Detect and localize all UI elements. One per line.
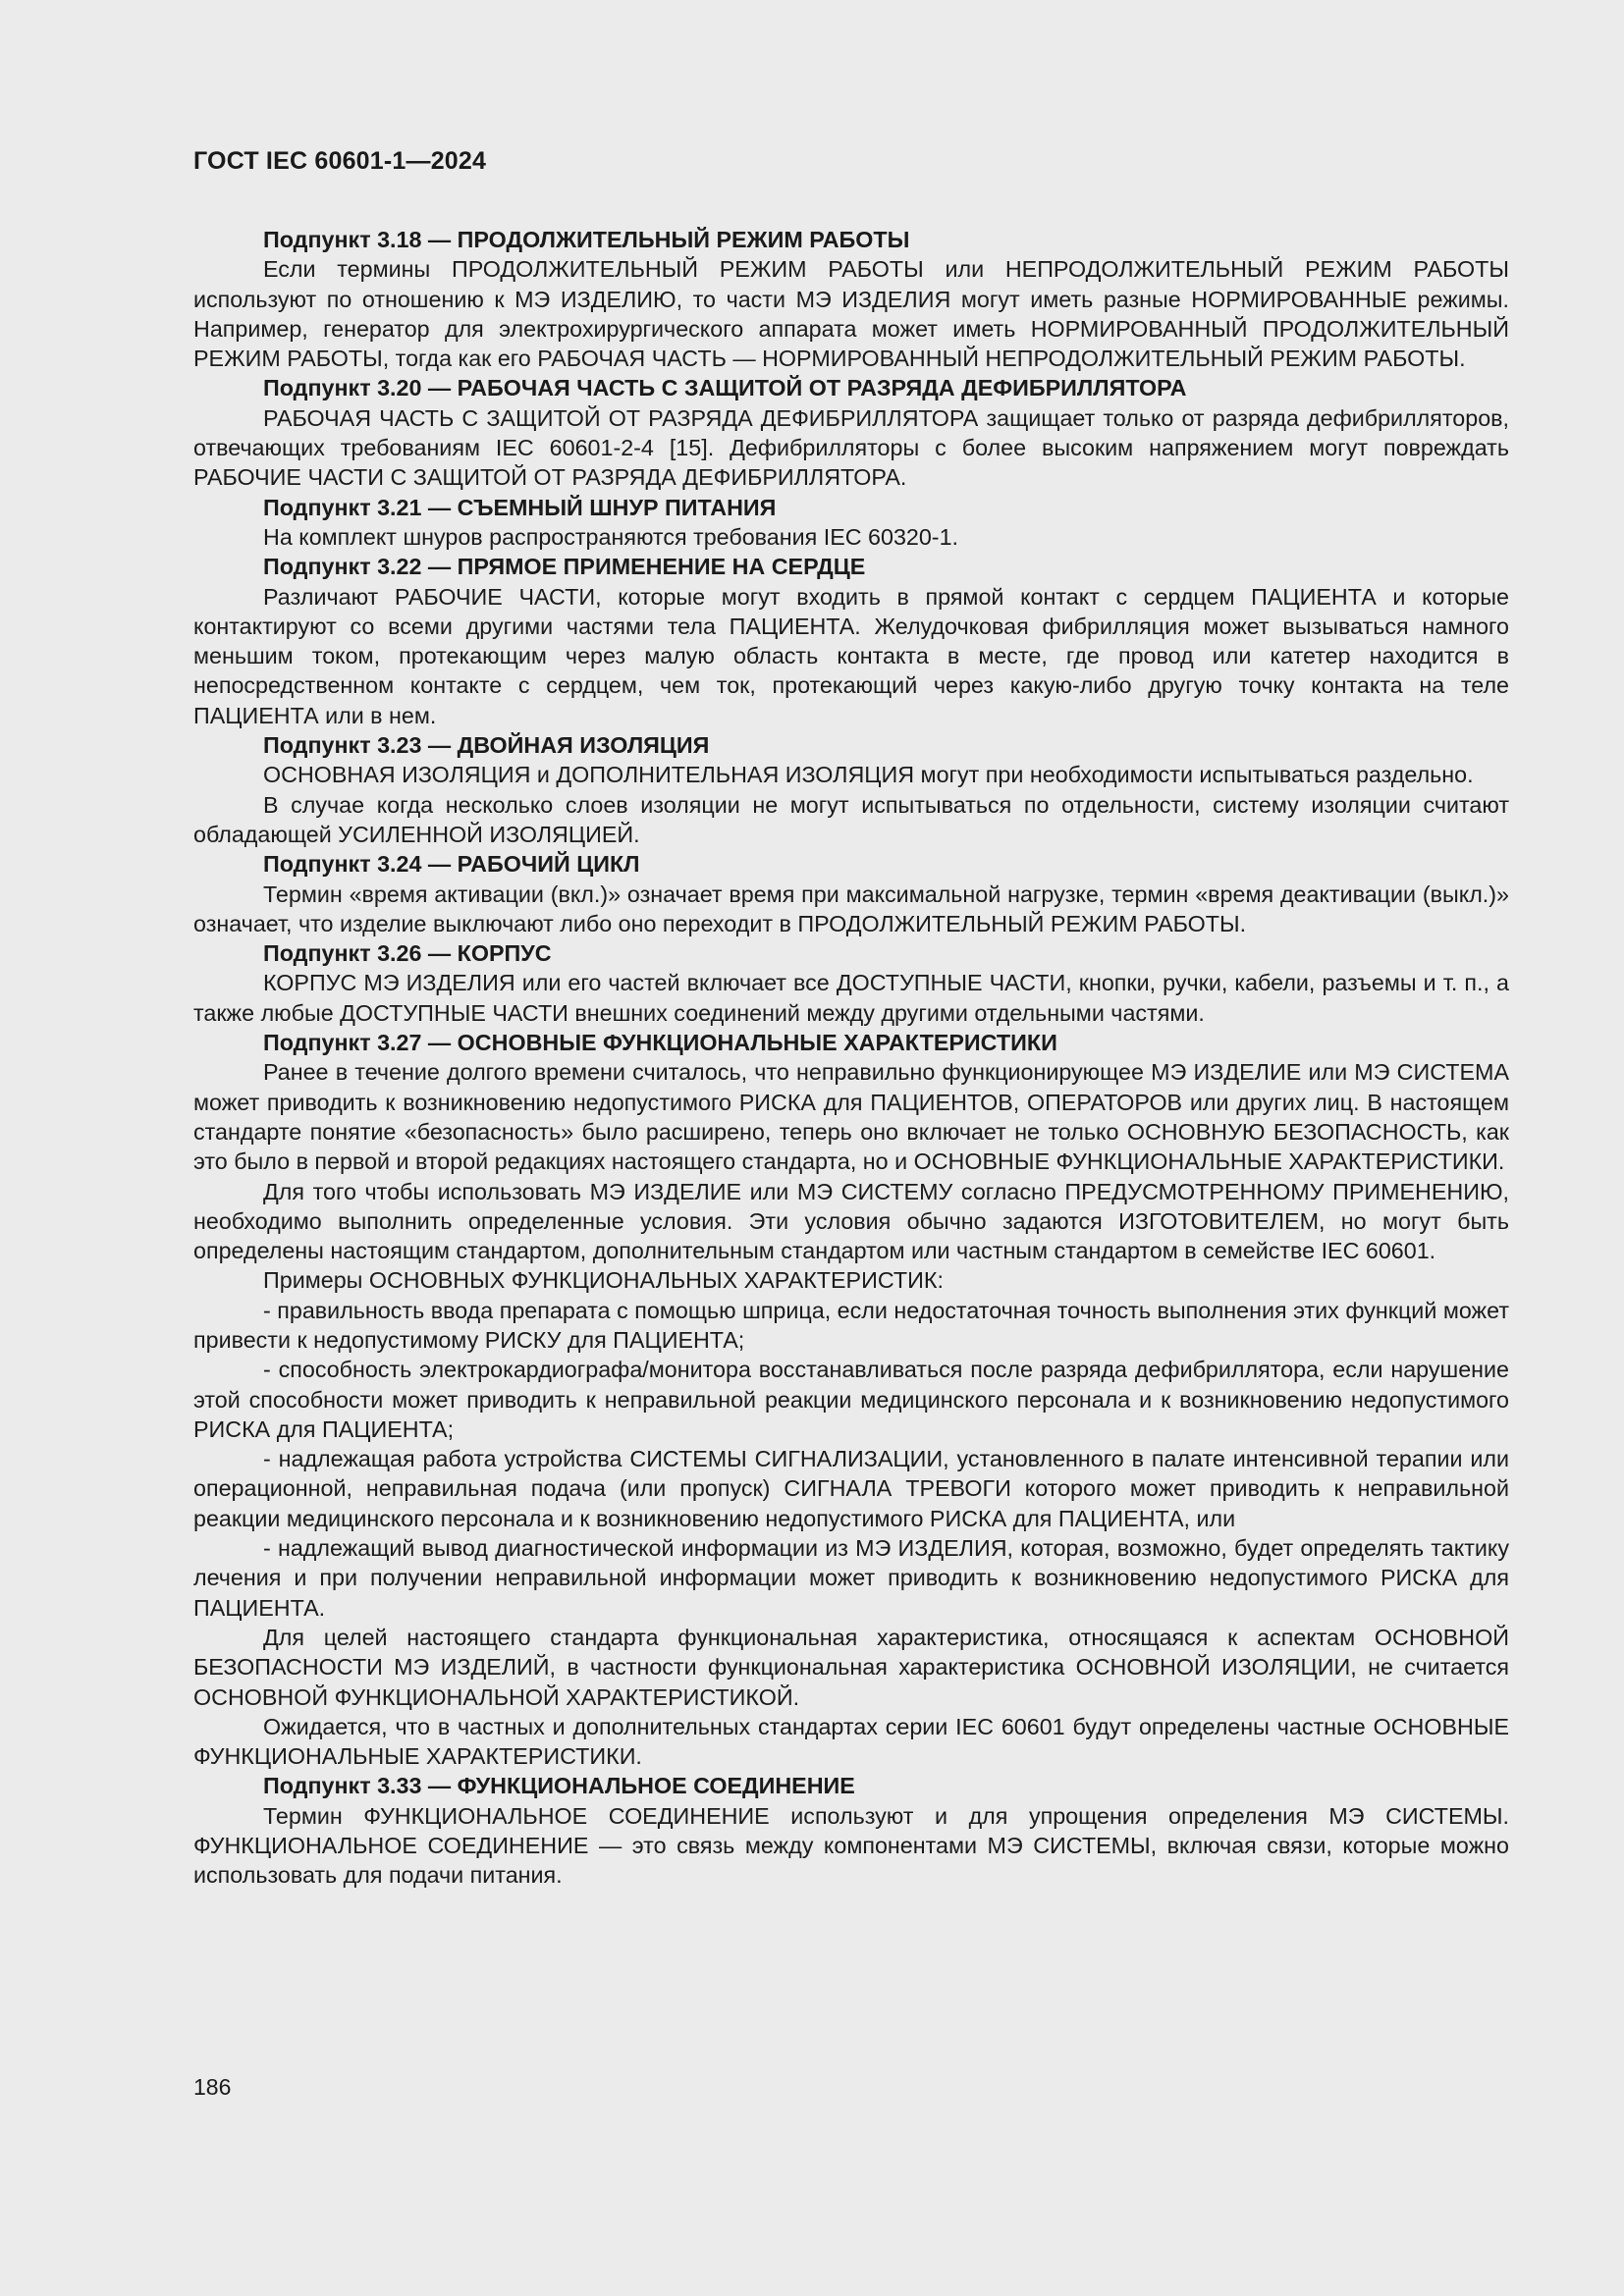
page-number: 186	[193, 2074, 232, 2100]
list-item: - способность электрокардиографа/монитора восстанавливаться после разряда дефибриллятора, если нарушение этой способности может приводить к неправильной реакции медицинского персонала и к возникновению недопустимого РИСКА для ПАЦИЕНТА;	[193, 1357, 1509, 1442]
list-item: - надлежащий вывод диагностической информации из МЭ ИЗДЕЛИЯ, которая, возможно, будет определять тактику лечения и при получении неправильной информации может приводить к возникновению недопустимого РИСКА для ПАЦИЕНТА.	[193, 1535, 1509, 1621]
paragraph: Примеры ОСНОВНЫХ ФУНКЦИОНАЛЬНЫХ ХАРАКТЕРИСТИК:	[263, 1267, 944, 1294]
paragraph: ОСНОВНАЯ ИЗОЛЯЦИЯ и ДОПОЛНИТЕЛЬНАЯ ИЗОЛЯЦИЯ могут при необходимости испытываться раздельно.	[263, 762, 1474, 788]
section-heading: Подпункт 3.22 — ПРЯМОЕ ПРИМЕНЕНИЕ НА СЕРДЦЕ	[263, 554, 866, 580]
section-heading: Подпункт 3.21 — СЪЕМНЫЙ ШНУР ПИТАНИЯ	[263, 494, 777, 520]
paragraph: Если термины ПРОДОЛЖИТЕЛЬНЫЙ РЕЖИМ РАБОТЫ или НЕПРОДОЛЖИТЕЛЬНЫЙ РЕЖИМ РАБОТЫ используют по отношению к МЭ ИЗДЕЛИЮ, то части МЭ ИЗДЕЛИЯ могут иметь разные НОРМИРОВАННЫЕ режимы. Например, генератор для электрохирургического аппарата может иметь НОРМИРОВАННЫЙ ПРОДОЛЖИТЕЛЬНЫЙ РЕЖИМ РАБОТЫ, тогда как его РАБОЧАЯ ЧАСТЬ — НОРМИРОВАННЫЙ НЕПРОДОЛЖИТЕЛЬНЫЙ РЕЖИМ РАБОТЫ.	[193, 256, 1509, 372]
section-heading: Подпункт 3.20 — РАБОЧАЯ ЧАСТЬ С ЗАЩИТОЙ ОТ РАЗРЯДА ДЕФИБРИЛЛЯТОРА	[263, 375, 1187, 401]
section-heading: Подпункт 3.24 — РАБОЧИЙ ЦИКЛ	[263, 851, 640, 878]
section-heading: Подпункт 3.27 — ОСНОВНЫЕ ФУНКЦИОНАЛЬНЫЕ ХАРАКТЕРИСТИКИ	[263, 1030, 1057, 1056]
section-heading: Подпункт 3.33 — ФУНКЦИОНАЛЬНОЕ СОЕДИНЕНИЕ	[263, 1773, 855, 1799]
paragraph: Ранее в течение долгого времени считалось, что неправильно функционирующее МЭ ИЗДЕЛИЕ или МЭ СИСТЕМА может приводить к возникновению недопустимого РИСКА для ПАЦИЕНТОВ, ОПЕРАТОРОВ или других лиц. В настоящем стандарте понятие «безопасность» было расширено, теперь оно включает не только ОСНОВНУЮ БЕЗОПАСНОСТЬ, как это было в первой и второй редакциях настоящего стандарта, но и ОСНОВНЫЕ ФУНКЦИОНАЛЬНЫЕ ХАРАКТЕРИСТИКИ.	[193, 1059, 1509, 1175]
document-header: ГОСТ IEC 60601-1—2024	[193, 147, 487, 175]
paragraph: КОРПУС МЭ ИЗДЕЛИЯ или его частей включает все ДОСТУПНЫЕ ЧАСТИ, кнопки, ручки, кабели, разъемы и т. п., а также любые ДОСТУПНЫЕ ЧАСТИ внешних соединений между другими отдельными частями.	[193, 970, 1509, 1026]
paragraph: РАБОЧАЯ ЧАСТЬ С ЗАЩИТОЙ ОТ РАЗРЯДА ДЕФИБРИЛЛЯТОРА защищает только от разряда дефибрилляторов, отвечающих требованиям IEC 60601-2-4 [15]. Дефибрилляторы с более высоким напряжением могут повреждать РАБОЧИЕ ЧАСТИ С ЗАЩИТОЙ ОТ РАЗРЯДА ДЕФИБРИЛЛЯТОРА.	[193, 404, 1509, 491]
list-item: - правильность ввода препарата с помощью шприца, если недостаточная точность выполнения этих функций может привести к недопустимому РИСКУ для ПАЦИЕНТА;	[193, 1297, 1509, 1353]
document-body	[193, 225, 1509, 1891]
paragraph: Термин ФУНКЦИОНАЛЬНОЕ СОЕДИНЕНИЕ используют и для упрощения определения МЭ СИСТЕМЫ. ФУНКЦИОНАЛЬНОЕ СОЕДИНЕНИЕ — это связь между компонентами МЭ СИСТЕМЫ, включая связи, которые можно использовать для подачи питания.	[193, 1802, 1509, 1889]
section-heading: Подпункт 3.18 — ПРОДОЛЖИТЕЛЬНЫЙ РЕЖИМ РАБОТЫ	[263, 227, 910, 252]
section-heading: Подпункт 3.26 — КОРПУС	[263, 940, 552, 967]
paragraph: Для того чтобы использовать МЭ ИЗДЕЛИЕ или МЭ СИСТЕМУ согласно ПРЕДУСМОТРЕННОМУ ПРИМЕНЕНИЮ, необходимо выполнить определенные условия. Эти условия обычно задаются ИЗГОТОВИТЕЛЕМ, но могут быть определены настоящим стандартом, дополнительным стандартом или частным стандартом в семействе IEC 60601.	[193, 1178, 1509, 1264]
paragraph: В случае когда несколько слоев изоляции не могут испытываться по отдельности, систему изоляции считают обладающей УСИЛЕННОЙ ИЗОЛЯЦИЕЙ.	[193, 791, 1509, 847]
paragraph: Ожидается, что в частных и дополнительных стандартах серии IEC 60601 будут определены частные ОСНОВНЫЕ ФУНКЦИОНАЛЬНЫЕ ХАРАКТЕРИСТИКИ.	[193, 1713, 1509, 1770]
paragraph: На комплект шнуров распространяются требования IEC 60320-1.	[263, 523, 958, 550]
paragraph: Для целей настоящего стандарта функциональная характеристика, относящаяся к аспектам ОСНОВНОЙ БЕЗОПАСНОСТИ МЭ ИЗДЕЛИЙ, в частности функциональная характеристика ОСНОВНОЙ ИЗОЛЯЦИИ, не считается ОСНОВНОЙ ФУНКЦИОНАЛЬНОЙ ХАРАКТЕРИСТИКОЙ.	[193, 1624, 1509, 1710]
paragraph: Термин «время активации (вкл.)» означает время при максимальной нагрузке, термин «время деактивации (выкл.)» означает, что изделие выключают либо оно переходит в ПРОДОЛЖИТЕЛЬНЫЙ РЕЖИМ РАБОТЫ.	[193, 881, 1509, 936]
section-heading: Подпункт 3.23 — ДВОЙНАЯ ИЗОЛЯЦИЯ	[263, 732, 710, 759]
list-item: - надлежащая работа устройства СИСТЕМЫ СИГНАЛИЗАЦИИ, установленного в палате интенсивной терапии или операционной, неправильная подача (или пропуск) СИГНАЛА ТРЕВОГИ которого может приводить к неправильной реакции медицинского персонала и к возникновению недопустимого РИСКА для ПАЦИЕНТА, или	[193, 1446, 1509, 1531]
paragraph: Различают РАБОЧИЕ ЧАСТИ, которые могут входить в прямой контакт с сердцем ПАЦИЕНТА и которые контактируют со всеми другими частями тела ПАЦИЕНТА. Желудочковая фибрилляция может вызываться намного меньшим током, протекающим через малую область контакта в месте, где провод или катетер находится в непосредственном контакте с сердцем, чем ток, протекающий через какую-либо другую точку контакта на теле ПАЦИЕНТА или в нем.	[193, 583, 1509, 728]
